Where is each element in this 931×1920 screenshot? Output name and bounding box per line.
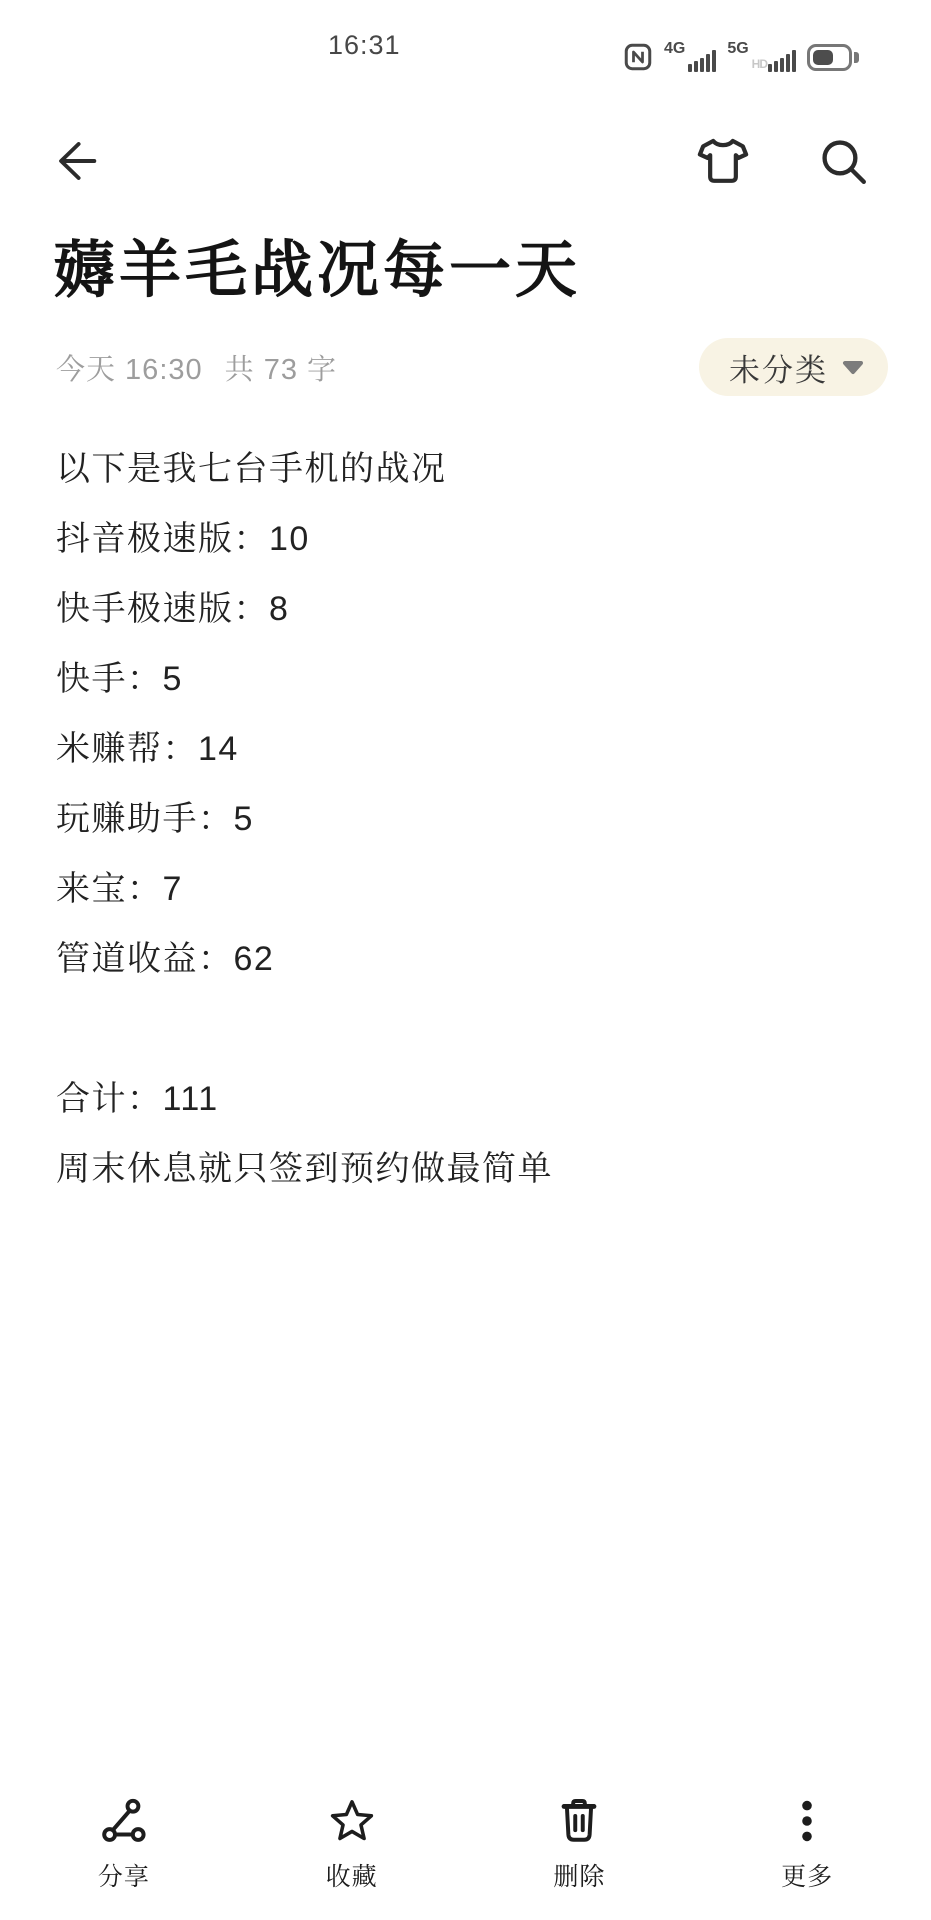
search-icon (817, 135, 869, 187)
chevron-down-icon (842, 360, 864, 375)
note-line: 快手极速版：8 (56, 590, 290, 628)
signal-bars-icon-sim2 (727, 41, 796, 72)
share-icon (99, 1796, 149, 1846)
signal-bars-icon-sim1 (664, 41, 716, 72)
category-selector[interactable] (699, 338, 888, 396)
note-line: 合计：111 (56, 1080, 219, 1118)
tshirt-theme-icon (695, 133, 751, 189)
note-line: 周末休息就只签到预约做最简单 (56, 1150, 553, 1188)
back-button[interactable] (50, 137, 98, 185)
share-button[interactable] (10, 1782, 238, 1920)
note-line: 米赚帮：14 (56, 730, 239, 768)
favorite-label: 收藏 (325, 1863, 378, 1891)
favorite-button[interactable] (238, 1782, 466, 1920)
note-line: 来宝：7 (56, 870, 183, 908)
signal-bars (688, 50, 716, 72)
trash-icon (554, 1796, 604, 1846)
back-arrow-icon (50, 137, 98, 185)
more-icon (782, 1796, 832, 1846)
bottom-toolbar (0, 1782, 931, 1920)
note-line: 快手：5 (56, 660, 183, 698)
nfc-icon (623, 42, 653, 72)
note-timestamp: 今天 16:30 (56, 353, 203, 386)
note-line: 以下是我七台手机的战况 (56, 450, 447, 488)
status-icons (623, 24, 859, 72)
note-line-blank (56, 994, 876, 1064)
search-button[interactable] (817, 135, 869, 187)
category-label: 未分类 (729, 352, 828, 388)
note-meta-row (56, 338, 888, 396)
clock: 16:31 (328, 30, 401, 60)
network-type-label: 4G (663, 40, 686, 57)
note-body[interactable] (56, 434, 876, 1204)
status-bar (0, 0, 931, 76)
note-line: 抖音极速版：10 (56, 520, 310, 558)
note-word-count: 共 73 字 (224, 353, 338, 386)
star-icon (327, 1796, 377, 1846)
volte-hd-icon: HD (751, 57, 767, 71)
more-button[interactable] (693, 1782, 921, 1920)
battery-icon (807, 44, 859, 71)
delete-button[interactable] (466, 1782, 694, 1920)
signal-bars (768, 50, 796, 72)
network-type-label: 5G (727, 40, 749, 57)
theme-skin-button[interactable] (695, 133, 751, 189)
more-label: 更多 (781, 1863, 834, 1891)
note-header-bar (0, 130, 931, 192)
delete-label: 删除 (553, 1863, 606, 1891)
note-line: 管道收益：62 (56, 940, 275, 978)
share-label: 分享 (97, 1863, 150, 1891)
note-title: 薅羊毛战况每一天 (53, 236, 582, 305)
note-line: 玩赚助手：5 (56, 800, 254, 838)
note-meta (56, 347, 337, 388)
header-actions (695, 133, 869, 189)
